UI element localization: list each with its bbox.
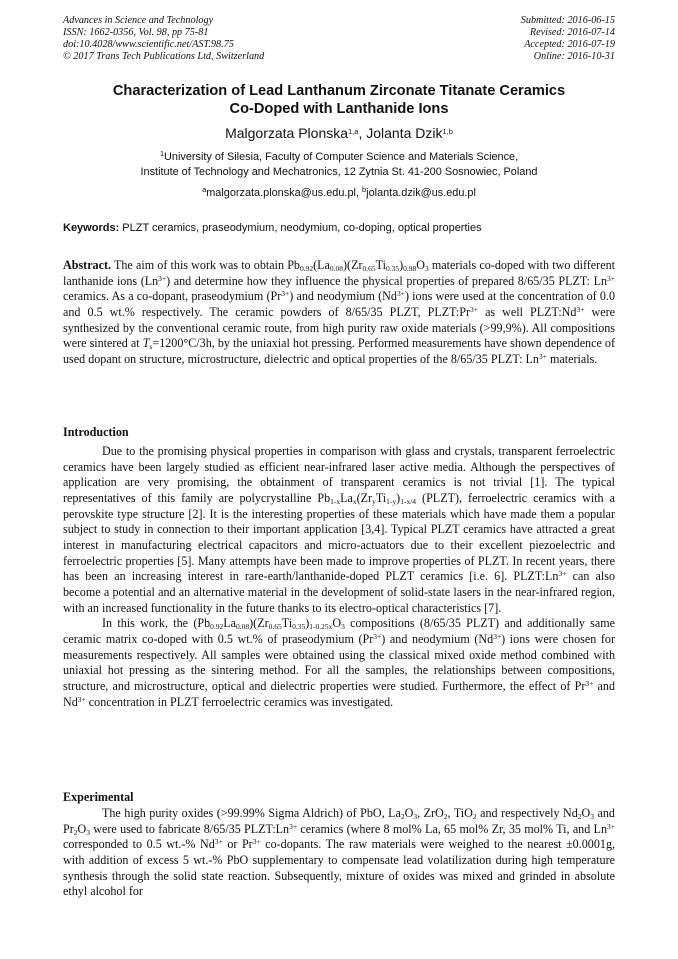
experimental-text: co-dopants. The raw materials were weighed to the nearest ±0.0001g, with addition of excess 5 wt.-% PbO supplementary to compensate lead volatilization during high temperature synthesis through the solid state reaction. Subsequently, mixture of oxides was mixed and grinded in absolute ethyl alcohol for — [63, 837, 616, 899]
title-line-2: Co-Doped with Lanthanide Ions — [229, 101, 449, 117]
keywords-text: PLZT ceramics, praseodymium, neodymium, co-doping, optical properties — [119, 222, 482, 234]
intro-text: )(Zr — [249, 616, 269, 631]
subscript: 0.08 — [236, 622, 250, 632]
subscript: 1-y — [386, 496, 397, 506]
abstract-label: Abstract. — [63, 258, 112, 272]
intro-text: Due to the promising physical properties in comparison with glass and crystals, transparent ferroelectric ceramics have been largely studied as efficient near-infrared laser active media. Although the perspectives of application are very promising, the obtainment of transparent ceramics is not trivial [1]. The typical representatives of this family are polycrystalline Pb — [63, 444, 615, 505]
intro-paragraph-1 — [63, 444, 615, 616]
intro-text: Ti — [281, 616, 293, 631]
intro-text: La — [223, 616, 237, 631]
experimental-text: and respectively Nd — [476, 806, 578, 820]
subscript: 2 — [443, 812, 448, 821]
superscript: 3+ — [158, 273, 167, 283]
submitted-date: Submitted: 2016-06-15 — [520, 15, 615, 26]
experimental-text: corresponded to 0.5 wt.-% Nd — [63, 837, 215, 852]
intro-text: and Nd — [63, 678, 615, 709]
subscript: 1-0.25x — [309, 622, 333, 632]
email-a-mark: a — [202, 185, 207, 194]
intro-text: can also become a potential and an alternative material in the development of solid-state lasers in the near-infrared region, with an increased functionality in the future thanks to its electro-optical characteristics [7]. — [63, 569, 616, 615]
experimental-text: were used to fabricate 8/65/35 PLZT:Ln — [90, 821, 290, 836]
experimental-text: and Pr — [63, 806, 615, 836]
superscript: 3+ — [470, 304, 479, 314]
subscript: 2 — [472, 812, 477, 821]
abstract-text: =1200°C/3h, by the uniaxial hot pressing. Performed measurements have shown dependence of used dopant on structure, microstructure, dielectric and optical properties of the 8/65/35 PLZT: Ln — [63, 336, 615, 366]
subscript: 3 — [424, 264, 429, 273]
online-date: Online: 2016-10-31 — [533, 51, 615, 62]
revised-date: Revised: 2016-07-14 — [529, 27, 615, 38]
author-2-affil: 1,b — [442, 127, 453, 136]
subscript: 2 — [577, 812, 582, 821]
subscript: 0.65 — [268, 622, 282, 632]
subscript: 0.65 — [362, 264, 376, 273]
superscript: 3+ — [77, 694, 86, 704]
intro-text: (PLZT), ferroelectric ceramics with a perovskite type structure [2]. It is the interesting properties of these materials which have made them a popular subject to study in connection to their important application [3,4]. Typical PLZT ceramics have attracted a great interest in manufacturing electrical capacitors and micro-actuators due to their excellent piezoelectric and ferroelectric properties [5]. Many attempts have been made to improve properties of PLZT. In recent years, there has been an increasing interest in rare-earth/lanthanide-doped PLZT ceramics [i.e. 6]. PLZT:Ln — [63, 490, 615, 584]
intro-text: Ti — [375, 490, 387, 505]
intro-text: concentration in PLZT ferroelectric ceramics was investigated. — [85, 694, 394, 709]
abstract-text: Ti — [375, 258, 386, 272]
subscript: 2 — [400, 812, 405, 821]
subscript: 0.92 — [299, 264, 314, 273]
intro-text: La — [340, 490, 353, 505]
subscript: 3 — [341, 622, 345, 632]
affiliation-line-1: University of Silesia, Faculty of Computer Science and Materials Science, — [164, 151, 519, 163]
keywords-label: Keywords: — [63, 222, 120, 234]
intro-text: ) — [305, 616, 310, 631]
superscript: 3+ — [538, 351, 547, 361]
introduction-heading: Introduction — [63, 425, 129, 439]
superscript: 3+ — [585, 678, 594, 688]
abstract-text: (La — [313, 258, 330, 272]
email-b-mark: b — [362, 185, 367, 194]
abstract-text: ) — [399, 258, 404, 272]
email-b-link[interactable]: jolanta.dzik@us.edu.pl — [366, 187, 476, 199]
sintering-temp-symbol: T — [142, 336, 150, 351]
subscript: 0.35 — [385, 264, 400, 273]
intro-text: (Zr — [356, 490, 373, 505]
superscript: 3+ — [576, 304, 585, 314]
superscript: 3+ — [373, 631, 382, 641]
experimental-text: The high purity oxides (>99.99% Sigma Aldrich) of PbO, La — [102, 806, 401, 820]
superscript: 3+ — [607, 273, 615, 283]
email-a-link[interactable]: malgorzata.plonska@us.edu.pl — [206, 187, 356, 199]
affiliation-line-2: Institute of Technology and Mechatronics, 12 Zytnia St. 41-200 Sosnowiec, Poland — [140, 166, 538, 178]
accepted-date: Accepted: 2016-07-19 — [524, 39, 615, 50]
superscript: 3+ — [493, 631, 502, 641]
subscript: 0.08 — [329, 264, 344, 273]
superscript: 3+ — [396, 289, 405, 299]
issn: ISSN: 1662-0356, Vol. 98, pp 75-81 — [63, 27, 209, 38]
abstract — [63, 258, 615, 368]
abstract-text: were synthesized by the conventional ceramic route, from high purity raw oxide materials (>99,9%). All compositions were sintered at — [63, 304, 615, 351]
subscript: 0.98 — [403, 264, 417, 273]
abstract-text: as well PLZT:Nd — [478, 304, 577, 319]
subscript: 1-x — [330, 496, 341, 506]
abstract-text: ) and neodymium (Nd — [289, 289, 397, 304]
subscript: 3 — [86, 827, 90, 837]
abstract-text: materials co-doped with two different lanthanide ions (Ln — [63, 258, 615, 288]
superscript: 3+ — [558, 569, 567, 579]
email-list — [40, 186, 638, 200]
author-1: Malgorzata Plonska — [225, 125, 349, 141]
abstract-text: ) and determine how they influence the physical properties of prepared 8/65/35 PLZT: Ln — [166, 273, 607, 288]
subscript: 3 — [413, 812, 418, 821]
intro-text: In this work, the (Pb — [102, 616, 211, 631]
abstract-text: materials. — [546, 351, 598, 366]
subscript: x — [352, 496, 357, 506]
experimental-paragraph-1 — [63, 806, 615, 900]
doi: doi:10.4028/www.scientific.net/AST.98.75 — [63, 39, 234, 50]
superscript: 3+ — [214, 837, 223, 847]
author-separator: , — [358, 125, 367, 141]
intro-text: ) — [396, 490, 401, 505]
intro-text: O — [332, 616, 342, 631]
author-list — [40, 124, 638, 142]
superscript: 3+ — [281, 289, 290, 299]
journal-header — [63, 15, 264, 63]
abstract-text: O — [416, 258, 425, 272]
abstract-text: ceramics. As a co-dopant, praseodymium (Pr — [63, 289, 282, 304]
dates-header — [521, 15, 615, 63]
intro-text: compositions (8/65/35 PLZT) and additionally same ceramic matrix co-doped with 0.5 wt.% of praseodymium (Pr — [63, 616, 615, 646]
author-1-affil: 1,a — [348, 127, 359, 136]
introduction-body — [63, 444, 615, 710]
experimental-text: O — [77, 821, 87, 836]
experimental-text: ceramics (where 8 mol% La, 65 mol% Zr, 35 mol% Ti, and Ln — [297, 821, 607, 836]
affiliation — [40, 150, 638, 180]
paper-title — [40, 82, 638, 118]
subscript: 0.35 — [292, 622, 306, 632]
experimental-text: O — [404, 806, 414, 820]
subscript: 1-x/4 — [400, 496, 417, 506]
subscript: 0.92 — [210, 622, 224, 632]
experimental-text: , ZrO — [417, 806, 444, 820]
subscript: 3 — [590, 812, 595, 821]
subscript: s — [149, 342, 153, 352]
superscript: 3+ — [252, 837, 261, 847]
experimental-text: O — [581, 806, 591, 820]
experimental-heading: Experimental — [63, 790, 134, 804]
subscript: y — [372, 496, 376, 506]
abstract-text: ) ions were used at the concentration of 0.0 and 0.5 wt.% respectively. The ceramic powders of 8/65/35 PLZT, PLZT:Pr — [63, 289, 615, 319]
superscript: 3+ — [607, 821, 615, 831]
email-separator: , — [355, 187, 362, 199]
intro-paragraph-2 — [63, 616, 615, 710]
experimental-text: or Pr — [222, 837, 253, 852]
journal-name: Advances in Science and Technology — [63, 15, 214, 26]
affiliation-mark: 1 — [159, 149, 165, 158]
superscript: 3+ — [289, 821, 298, 831]
intro-text: ) ions were chosen for measurements respectively. All samples were obtained using the classical mixed oxide method combined with uniaxial hot pressing as the sintering method. For all the samples, the relationships between compositions, structure, and microstructure, optical and dielectric properties were studied. Furthermore, the effect of Pr — [63, 631, 615, 693]
abstract-text: The aim of this work was to obtain Pb — [111, 258, 300, 272]
title-line-1: Characterization of Lead Lanthanum Zirconate Titanate Ceramics — [112, 83, 566, 99]
copyright: © 2017 Trans Tech Publications Ltd, Switzerland — [63, 51, 265, 62]
keywords — [63, 221, 623, 235]
author-2: Jolanta Dzik — [366, 125, 443, 141]
intro-text: ) and neodymium (Nd — [381, 631, 494, 646]
abstract-text: )(Zr — [343, 258, 363, 272]
experimental-body — [63, 806, 615, 900]
experimental-text: , TiO — [447, 806, 473, 820]
subscript: 2 — [73, 827, 78, 837]
